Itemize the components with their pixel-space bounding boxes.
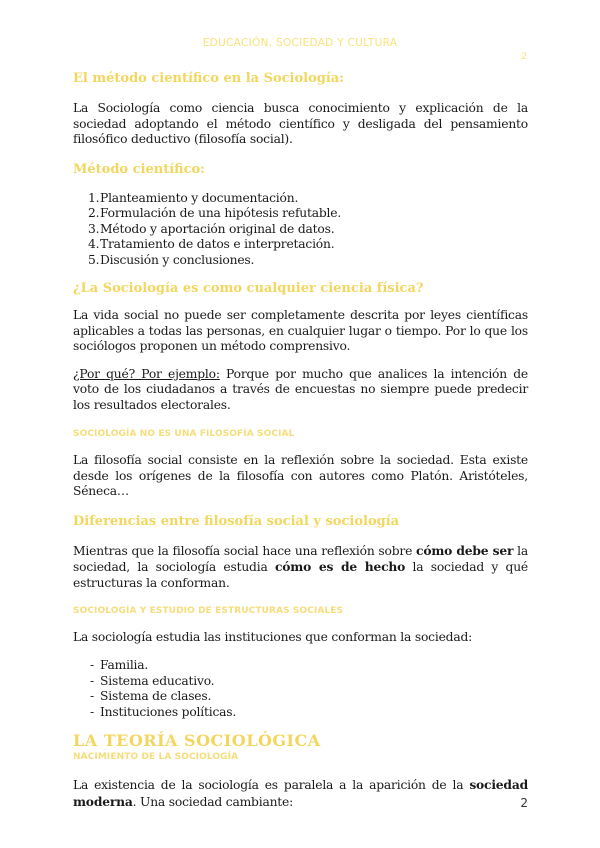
list-item: 5. Discusión y conclusiones. bbox=[88, 252, 255, 267]
list-item: 1. Planteamiento y documentación. bbox=[88, 190, 299, 205]
method-steps-list bbox=[73, 191, 528, 269]
heading-social-structures: SOCIOLOGÍA Y ESTUDIO DE ESTRUCTURAS SOCIALES bbox=[73, 606, 344, 617]
paragraph-social-philosophy: La filosofía social consiste en la reflexión sobre la sociedad. Esta existe desde los orígenes de la filosofía con autores como Platón. Aristóteles, Séneca… bbox=[73, 453, 528, 499]
page-content bbox=[73, 68, 528, 810]
running-header: EDUCACIÓN, SOCIEDAD Y CULTURA bbox=[202, 37, 398, 49]
list-item: 2. Formulación de una hipótesis refutable. bbox=[88, 206, 342, 221]
institutions-list bbox=[73, 658, 528, 720]
list-item: 3. Método y aportación original de datos. bbox=[88, 221, 335, 236]
paragraph-sociology-science: La Sociología como ciencia busca conocimiento y explicación de la sociedad adoptando el método científico y desligada del pensamiento filosófico deductivo (filosofía social). bbox=[73, 101, 528, 146]
paragraph-differences: Mientras que la filosofía social hace una reflexión sobre cómo debe ser la sociedad, la sociología estudia cómo es de hecho la sociedad y qué estructuras la conforman. bbox=[73, 542, 528, 590]
heading-differences: Diferencias entre filosofía social y sociología bbox=[73, 513, 400, 529]
heading-physical-science-question: ¿La Sociología es como cualquier ciencia física? bbox=[73, 281, 424, 297]
paragraph-social-life: La vida social no puede ser completamente descrita por leyes científicas aplicables a todas las personas, en cualquier lugar o tiempo. Por lo que los sociólogos proponen un método comprensivo. bbox=[73, 308, 528, 354]
list-item: - Sistema de clases. bbox=[90, 689, 212, 704]
heading-scientific-method-sociology: El método científico en la Sociología: bbox=[73, 71, 345, 86]
paragraph-why-example: ¿Por qué? Por ejemplo: Porque por mucho que analices la intención de voto de los ciudadanos a través de encuestas no siempre puede predecir los resultados electorales. bbox=[73, 366, 528, 412]
heading-scientific-method: Método científico: bbox=[73, 161, 205, 177]
header-page-number: 2 bbox=[521, 52, 527, 62]
list-item: - Instituciones políticas. bbox=[90, 704, 237, 719]
heading-birth-of-sociology: NACIMIENTO DE LA SOCIOLOGÍA bbox=[73, 752, 239, 763]
list-item: - Familia. bbox=[90, 657, 149, 672]
list-item: - Sistema educativo. bbox=[90, 673, 215, 688]
list-item: 4. Tratamiento de datos e interpretación. bbox=[88, 237, 335, 252]
heading-sociological-theory: LA TEORÍA SOCIOLÓGICA bbox=[73, 731, 321, 751]
paragraph-institutions: La sociología estudia las instituciones que conforman la sociedad: bbox=[73, 630, 473, 645]
paragraph-modern-society: La existencia de la sociología es paralela a la aparición de la sociedad moderna. Una sociedad cambiante: bbox=[73, 777, 528, 809]
footer-page-number: 2 bbox=[520, 796, 528, 810]
why-example-label: ¿Por qué? Por ejemplo: bbox=[73, 366, 220, 381]
heading-not-social-philosophy: SOCIOLOGÍA NO ES UNA FILOSOFÍA SOCIAL bbox=[73, 429, 295, 440]
